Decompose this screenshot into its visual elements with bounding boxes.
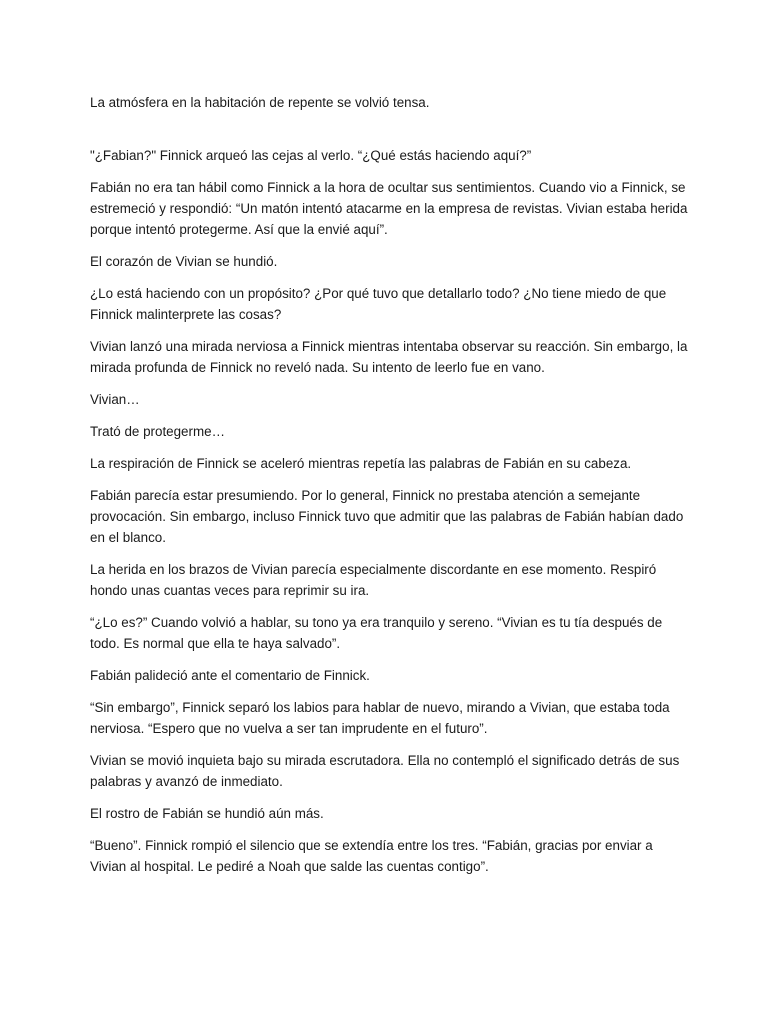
paragraph-16: El rostro de Fabián se hundió aún más. — [90, 806, 324, 821]
document-body — [90, 92, 690, 888]
paragraph-4: El corazón de Vivian se hundió. — [90, 254, 278, 269]
paragraph-12: “¿Lo es?” Cuando volvió a hablar, su tono ya era tranquilo y sereno. “Vivian es tu tía después de todo. Es normal que ella te haya salvado”. — [90, 615, 663, 651]
paragraph-2: "¿Fabian?" Finnick arqueó las cejas al verlo. “¿Qué estás haciendo aquí?” — [90, 148, 532, 163]
paragraph-10: Fabián parecía estar presumiendo. Por lo general, Finnick no prestaba atención a semejante provocación. Sin embargo, incluso Finnick tuvo que admitir que las palabras de Fabián habían dado en el blanco. — [90, 488, 684, 545]
paragraph-13: Fabián palideció ante el comentario de Finnick. — [90, 668, 370, 683]
paragraph-17: “Bueno”. Finnick rompió el silencio que se extendía entre los tres. “Fabián, gracias por enviar a Vivian al hospital. Le pediré a Noah que salde las cuentas contigo”. — [90, 838, 653, 874]
paragraph-14: “Sin embargo”, Finnick separó los labios para hablar de nuevo, mirando a Vivian, que estaba toda nerviosa. “Espero que no vuelva a ser tan imprudente en el futuro”. — [90, 700, 670, 736]
paragraph-15: Vivian se movió inquieta bajo su mirada escrutadora. Ella no contempló el significado detrás de sus palabras y avanzó de inmediato. — [90, 753, 680, 789]
paragraph-8: Trató de protegerme… — [90, 424, 225, 439]
paragraph-9: La respiración de Finnick se aceleró mientras repetía las palabras de Fabián en su cabeza. — [90, 456, 632, 471]
paragraph-1: La atmósfera en la habitación de repente se volvió tensa. — [90, 95, 430, 110]
paragraph-7: Vivian… — [90, 392, 140, 407]
paragraph-3: Fabián no era tan hábil como Finnick a la hora de ocultar sus sentimientos. Cuando vio a Finnick, se estremeció y respondió: “Un matón intentó atacarme en la empresa de revistas. Vivian estaba herida porque intentó protegerme. Así que la envié aquí”. — [90, 180, 688, 237]
paragraph-5: ¿Lo está haciendo con un propósito? ¿Por qué tuvo que detallarlo todo? ¿No tiene miedo de que Finnick malinterprete las cosas? — [90, 286, 667, 322]
paragraph-6: Vivian lanzó una mirada nerviosa a Finnick mientras intentaba observar su reacción. Sin embargo, la mirada profunda de Finnick no reveló nada. Su intento de leerlo fue en vano. — [90, 339, 688, 375]
paragraph-11: La herida en los brazos de Vivian parecía especialmente discordante en ese momento. Respiró hondo unas cuantas veces para reprimir su ira. — [90, 562, 657, 598]
